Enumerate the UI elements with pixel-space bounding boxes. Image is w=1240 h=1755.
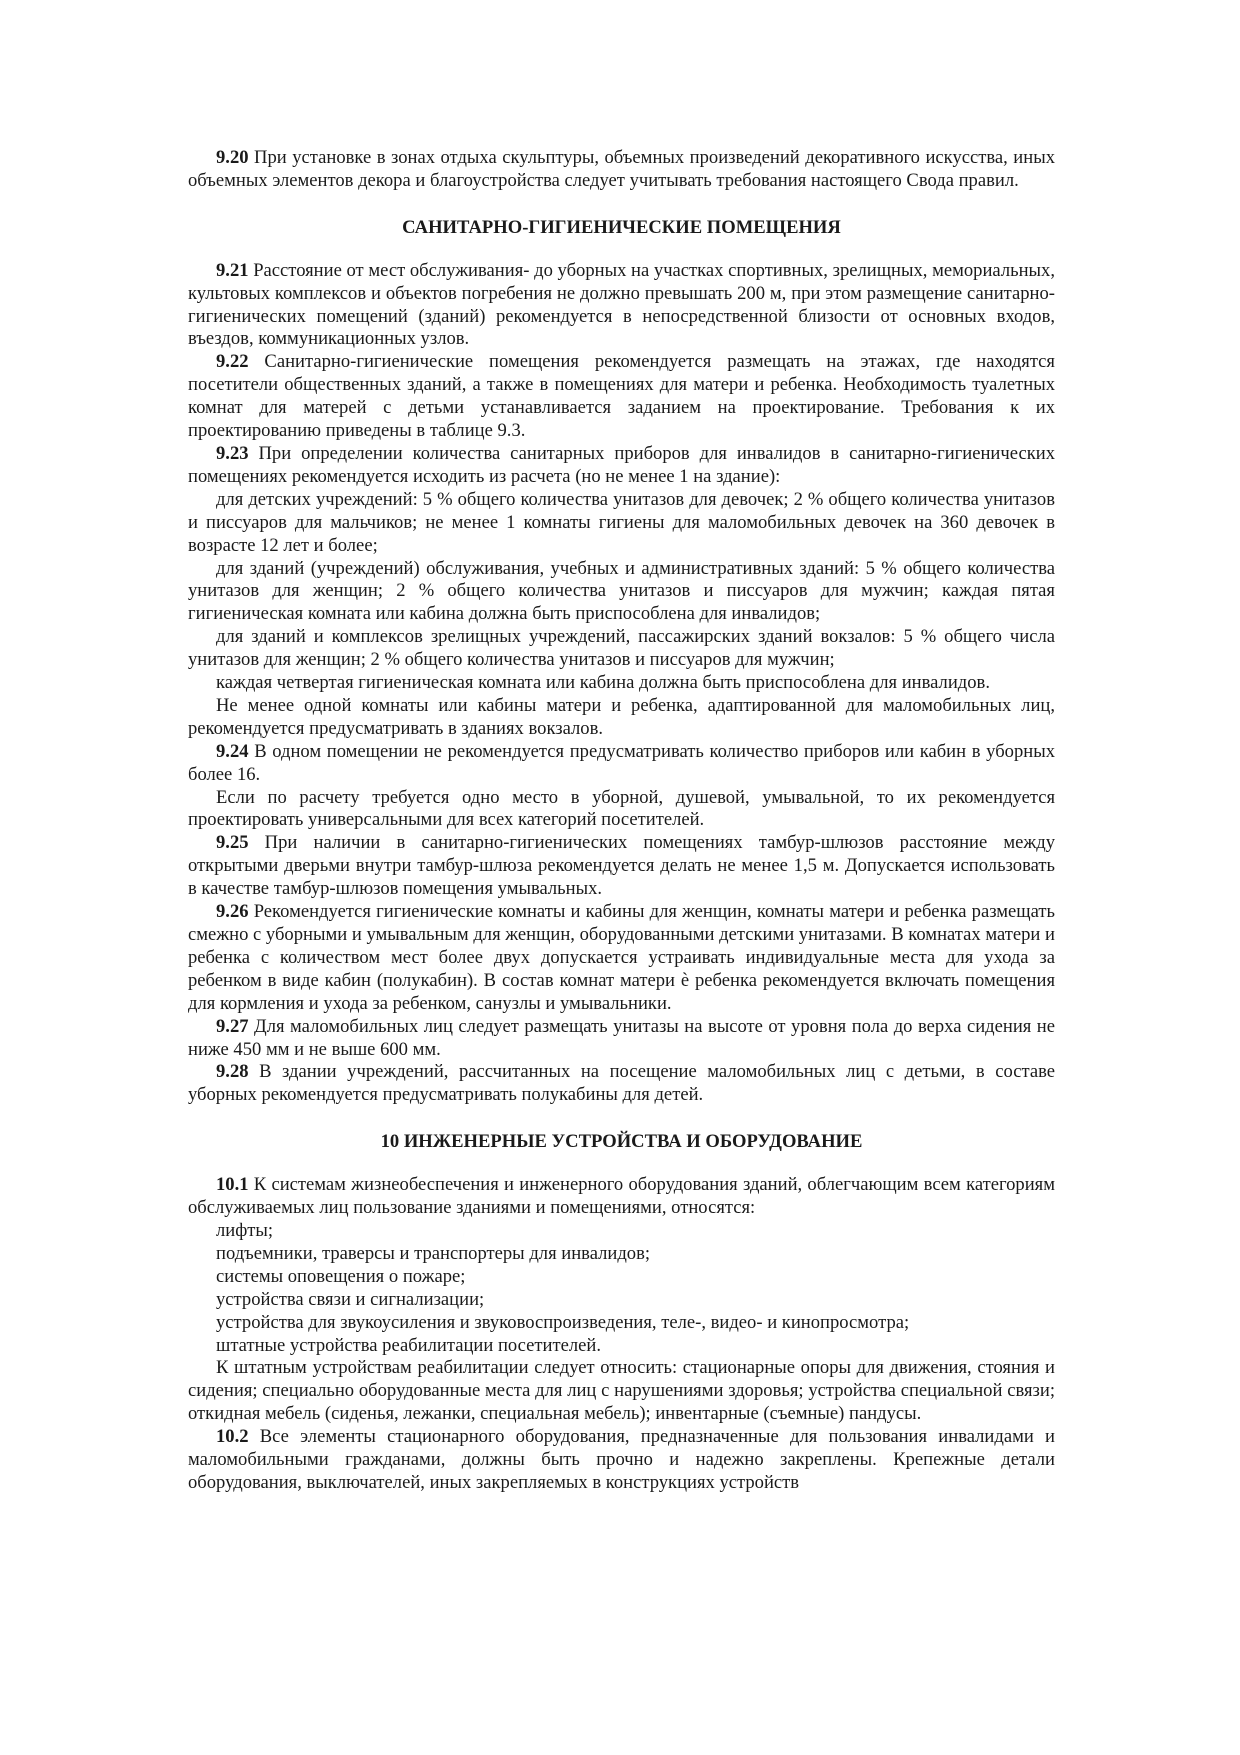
clause-number: 9.21 <box>216 259 249 281</box>
clause-number: 9.27 <box>216 1015 249 1037</box>
paragraph-text: Санитарно-гигиенические помещения рекомендуется размещать на этажах, где находятся посетители общественных зданий, а также в помещениях для матери и ребенка. Необходимость туалетных комнат для матерей с детьми устанавливается заданием на проектирование. Требования к их проектированию приведены в таблице 9.3. <box>188 351 1055 442</box>
paragraph-9-25 <box>188 832 1055 901</box>
paragraph-text: каждая четвертая гигиеническая комната или кабина должна быть приспособлена для инвалидов. <box>216 672 990 694</box>
list-item: подъемники, траверсы и транспортеры для инвалидов; <box>216 1242 651 1264</box>
paragraph-text: При установке в зонах отдыха скульптуры, объемных произведений декоративного искусства, иных объемных элементов декора и благоустройства следует учитывать требования настоящего Свода правил. <box>188 147 1055 191</box>
clause-number: 9.24 <box>216 740 249 762</box>
paragraph-text: для зданий (учреждений) обслуживания, учебных и административных зданий: 5 % общего количества унитазов для женщин; 2 % общего количества унитазов и писсуаров для мужчин; каждая пятая гигиеническая комната или кабина должна быть приспособлена для инвалидов; <box>188 557 1055 625</box>
paragraph-10-2 <box>188 1426 1055 1495</box>
paragraph-text: Рекомендуется гигиенические комнаты и кабины для женщин, комнаты матери и ребенка размещать смежно с уборными и умывальным для женщин, оборудованными детскими унитазами. В комнатах матери и ребенка с количеством мест более двух допускается устраивать индивидуальные места для ухода за ребенком в виде кабин (полукабин). В состав комнат матери è ребенка рекомендуется включать помещения для кормления и ухода за ребенком, санузлы и умывальники. <box>188 901 1055 1014</box>
paragraph-text: Все элементы стационарного оборудования, предназначенные для пользования инвалидами и маломобильными гражданами, должны быть прочно и надежно закреплены. Крепежные детали оборудования, выключателей, иных закрепляемых в конструкциях устройств <box>188 1426 1055 1493</box>
list-item: штатные устройства реабилитации посетителей. <box>216 1334 601 1356</box>
paragraph-9-28 <box>188 1061 1055 1107</box>
clause-number: 9.28 <box>216 1061 249 1083</box>
clause-number: 9.20 <box>216 147 249 168</box>
list-item: устройства для звукоусиления и звуковоспроизведения, теле-, видео- и кинопросмотра; <box>216 1311 910 1333</box>
paragraph-9-22 <box>188 351 1055 443</box>
paragraph-9-24 <box>188 741 1055 787</box>
clause-number: 10.1 <box>216 1174 249 1196</box>
clause-number: 9.22 <box>216 351 249 373</box>
paragraph-text: В здании учреждений, рассчитанных на посещение маломобильных лиц с детьми, в составе уборных рекомендуется предусматривать полукабины для детей. <box>188 1061 1055 1106</box>
paragraph-10-1 <box>188 1174 1055 1220</box>
paragraph-text: Не менее одной комнаты или кабины матери и ребенка, адаптированной для маломобильных лиц, рекомендуется предусматривать в зданиях вокзалов. <box>188 694 1055 739</box>
paragraph-text: Если по расчету требуется одно место в уборной, душевой, умывальной, то их рекомендуется проектировать универсальными для всех категорий посетителей. <box>188 786 1055 831</box>
paragraph-text: При определении количества санитарных приборов для инвалидов в санитарно-гигиенических помещениях рекомендуется исходить из расчета (но не менее 1 на здание): <box>188 442 1055 487</box>
list-item: системы оповещения о пожаре; <box>216 1265 466 1287</box>
clause-number: 9.26 <box>216 901 249 923</box>
paragraph-text: К штатным устройствам реабилитации следует относить: стационарные опоры для движения, стояния и сидения; специально оборудованные места для лиц с нарушениями здоровья; устройства специальной связи; откидная мебель (сиденья, лежанки, специальная мебель); инвентарные (съемные) пандусы. <box>188 1357 1055 1425</box>
paragraph-9-26 <box>188 901 1055 1016</box>
paragraph-text: для зданий и комплексов зрелищных учреждений, пассажирских зданий вокзалов: 5 % общего числа унитазов для женщин; 2 % общего количества унитазов и писсуаров для мужчин; <box>188 626 1055 671</box>
paragraph-text: Расстояние от мест обслуживания- до уборных на участках спортивных, зрелищных, мемориальных, культовых комплексов и объектов погребения не должно превышать 200 м, при этом размещение санитарно-гигиенических помещений (зданий) рекомендуется в непосредственной близости от основных входов, въездов, коммуникационных узлов. <box>188 259 1055 350</box>
section-heading-sanitary: САНИТАРНО-ГИГИЕНИЧЕСКИЕ ПОМЕЩЕНИЯ <box>402 216 841 238</box>
paragraph-text: В одном помещении не рекомендуется предусматривать количество приборов или кабин в уборных более 16. <box>188 740 1055 785</box>
clause-number: 9.23 <box>216 442 249 464</box>
list-item: устройства связи и сигнализации; <box>216 1288 485 1310</box>
paragraph-9-20 <box>188 147 1055 193</box>
section-heading-engineering: 10 ИНЖЕНЕРНЫЕ УСТРОЙСТВА И ОБОРУДОВАНИЕ <box>380 1131 863 1153</box>
paragraph-text: Для маломобильных лиц следует размещать унитазы на высоте от уровня пола до верха сидения не ниже 450 мм и не выше 600 мм. <box>188 1015 1055 1060</box>
document-page <box>188 147 1055 1495</box>
paragraph-text: При наличии в санитарно-гигиенических помещениях тамбур-шлюзов расстояние между открытыми дверьми внутри тамбур-шлюза рекомендуется делать не менее 1,5 м. Допускается использовать в качестве тамбур-шлюзов помещения умывальных. <box>188 832 1055 900</box>
clause-number: 10.2 <box>216 1426 249 1448</box>
paragraph-text: для детских учреждений: 5 % общего количества унитазов для девочек; 2 % общего количества унитазов и писсуаров для мальчиков; не менее 1 комнаты гигиены для маломобильных девочек на 360 девочек в возрасте 12 лет и более; <box>188 488 1055 556</box>
paragraph-9-21 <box>188 260 1055 352</box>
paragraph-9-23 <box>188 443 1055 489</box>
paragraph-text: К системам жизнеобеспечения и инженерного оборудования зданий, облегчающим всем категориям обслуживаемых лиц пользование зданиями и помещениями, относятся: <box>188 1174 1055 1219</box>
clause-number: 9.25 <box>216 832 249 854</box>
list-item: лифты; <box>216 1219 274 1241</box>
paragraph-9-27 <box>188 1016 1055 1062</box>
